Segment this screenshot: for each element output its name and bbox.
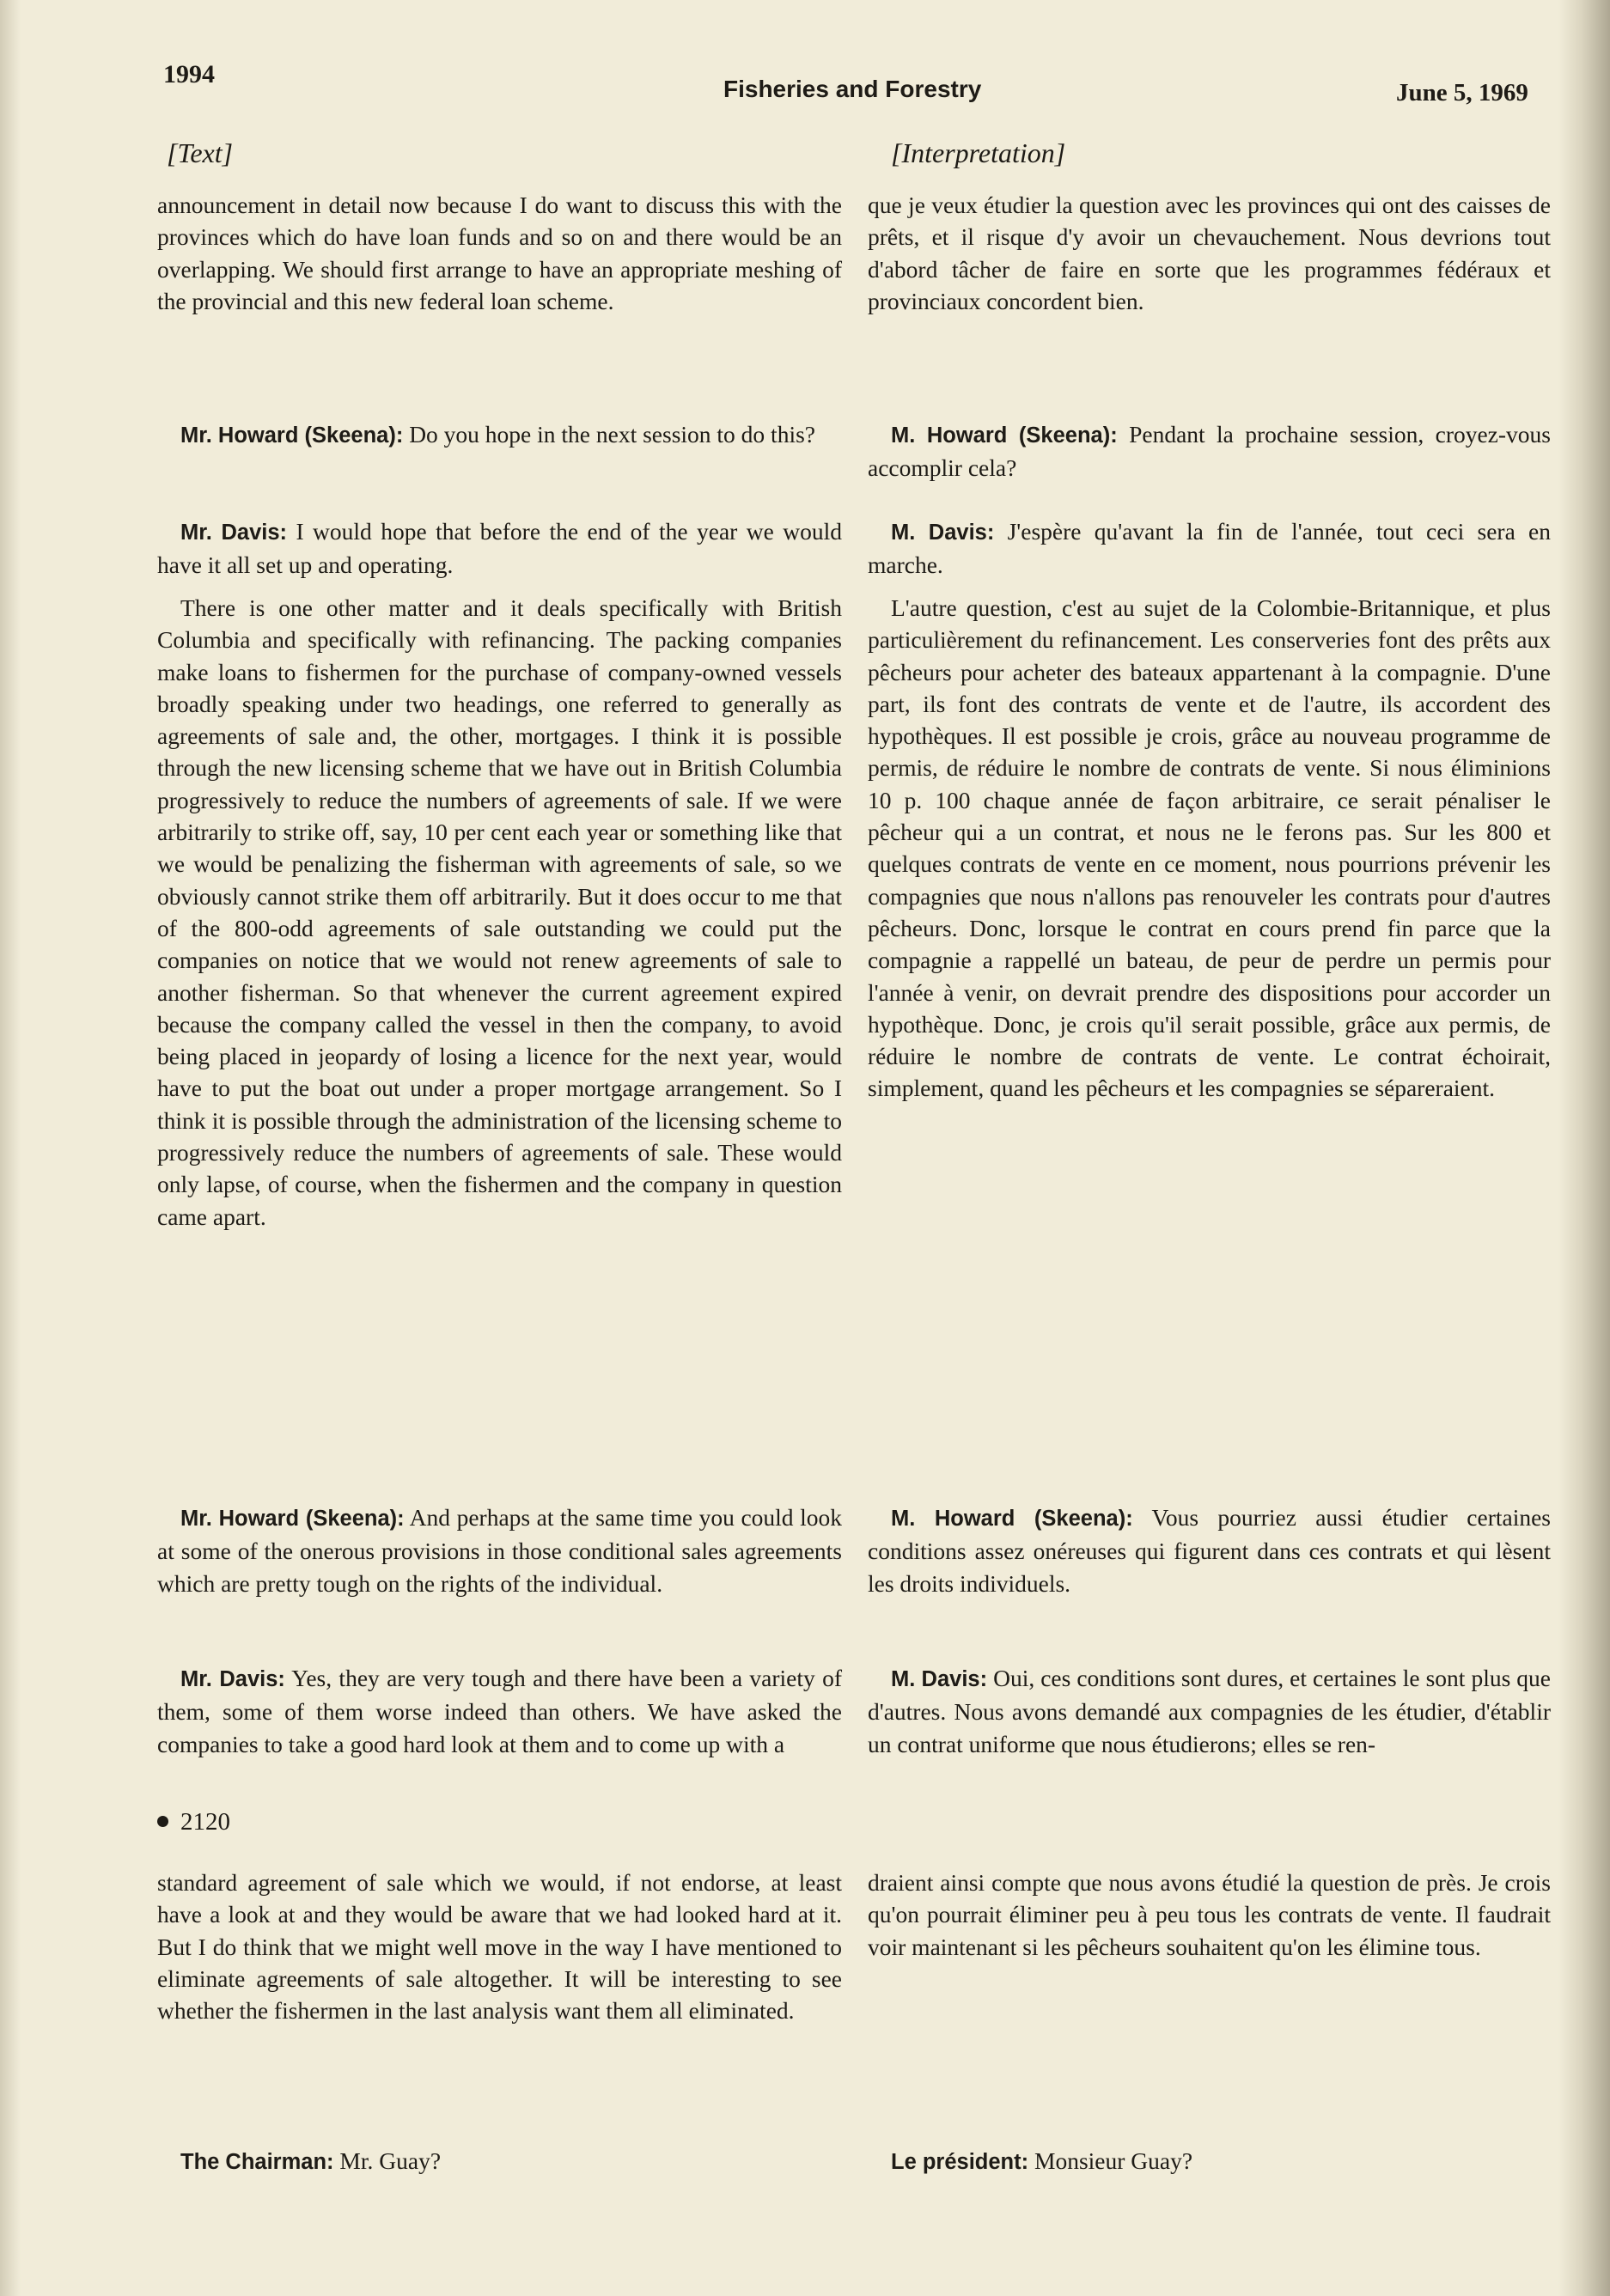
right-para-4-text: L'autre question, c'est au sujet de la Colombie-Britannique, et plus particulièrement du refinancement. Les conserveries font des prêts aux pêcheurs pour acheter des bateaux appartenant à la compagnie. D'une part, ils font des contrats de vente et de l'autre, ils accordent des hypothèques. Il est possible je crois, grâce au nouveau programme de permis, de réduire le nombre de contrats de vente. Si nous éliminions 10 p. 100 chaque année de façon arbitraire, ce serait pénaliser le pêcheur qui a un contrat, et nous ne le ferons pas. Sur les 800 et quelques contrats de vente en ce moment, nous pourrions prévenir les compagnies que nous n'allons pas renouveler les contrats pour d'autres pêcheurs. Donc, lorsque le contrat en cours prend fin parce que la compagnie a rappellé un bateau, de peur de perdre un permis pour l'année à venir, on devrait prendre des dispositions pour accorder un hypothèque. Donc, je crois qu'il serait possible, grâce aux permis, de réduire le nombre de contrats de vente. Le contrat échoirait, simplement, quand les pêcheurs et les compagnies se sépareraient. (868, 594, 1551, 1102)
left-para-4 (157, 592, 842, 1233)
left-column-heading: [Text] (167, 137, 234, 168)
right-para-7-text: draient ainsi compte que nous avons étudié la question de près. Je crois qu'on pourrait éliminer peu à peu tous les contrats de vente. Il faudrait voir maintenant si les pêcheurs souhaitent qu'on les élimine tous. (868, 1869, 1551, 1960)
speaker-label: M. Davis: (891, 521, 995, 545)
speaker-label: Mr. Davis: (180, 521, 288, 545)
speech-text: Monsieur Guay? (1028, 2147, 1193, 2174)
left-para-1-text: announcement in detail now because I do want to discuss this with the provinces which do have loan funds and so on and there would be an overlapping. We should first arrange to have an appropriate meshing of the provincial and this new federal loan scheme. (157, 192, 842, 314)
left-para-8 (157, 2145, 842, 2178)
speech-text: Vous pourriez aussi étudier certaines conditions assez onéreuses qui figurent dans ces contrats et qui lèsent les droits individuels. (868, 1504, 1551, 1597)
speaker-label: Le président: (891, 2150, 1029, 2174)
right-para-7 (868, 1867, 1551, 1963)
left-para-2 (157, 418, 842, 452)
right-column-heading: [Interpretation] (891, 137, 1066, 168)
speech-text: I would hope that before the end of the year we would have it all set up and operating. (157, 518, 842, 579)
speech-text: Oui, ces conditions sont dures, et certaines le sont plus que d'autres. Nous avons demandé aux compagnies de les étudier, d'établir un contrat uniforme que nous étudierons; elles se ren- (868, 1665, 1551, 1757)
right-para-5 (868, 1501, 1551, 1599)
left-para-7 (157, 1867, 842, 2026)
right-para-2 (868, 418, 1551, 484)
speaker-label: M. Howard (Skeena): (891, 1507, 1133, 1531)
right-para-4 (868, 592, 1551, 1105)
speaker-label: Mr. Howard (Skeena): (180, 423, 404, 448)
right-para-6 (868, 1662, 1551, 1760)
left-para-5 (157, 1501, 842, 1599)
left-para-1 (157, 189, 842, 317)
right-para-1-text: que je veux étudier la question avec les provinces qui ont des caisses de prêts, et il risque d'y avoir un chevauchement. Nous devrions tout d'abord tâcher de faire en sorte que les programmes fédéraux et provinciaux concordent bien. (868, 192, 1551, 314)
speech-text: Mr. Guay? (333, 2147, 442, 2174)
binding-shadow (0, 0, 21, 2296)
speech-text: J'espère qu'avant la fin de l'année, tout ceci sera en marche. (868, 518, 1551, 579)
page-marker-number: 2120 (180, 1808, 230, 1836)
page-number: 1994 (163, 60, 215, 88)
page-date: June 5, 1969 (1396, 79, 1528, 107)
right-para-8 (868, 2145, 1551, 2178)
speech-text: Do you hope in the next session to do this? (403, 421, 815, 448)
speaker-label: The Chairman: (180, 2150, 334, 2174)
speaker-label: Mr. Howard (Skeena): (180, 1507, 405, 1531)
page-marker (157, 1808, 230, 1836)
right-para-1 (868, 189, 1551, 317)
running-title: Fisheries and Forestry (723, 76, 982, 102)
left-para-3 (157, 515, 842, 582)
left-para-6 (157, 1662, 842, 1760)
speech-text: Pendant la prochaine session, croyez-vous accomplir cela? (868, 421, 1552, 482)
left-para-4-text: There is one other matter and it deals specifically with British Columbia and specifically with refinancing. The packing companies make loans to fishermen for the purchase of company-owned vessels broadly speaking under two headings, one referred to generally as agreements of sale and, the other, mortgages. I think it is possible through the new licensing scheme that we have out in British Columbia progressively to reduce the numbers of agreements of sale. If we were arbitrarily to strike off, say, 10 per cent each year or something like that we would be penalizing the fisherman with agreements of sale, so we obviously cannot strike them off arbitrarily. But it does occur to me that of the 800-odd agreements of sale outstanding we could put the companies on notice that we would not renew agreements of sale to another fisherman. So that whenever the current agreement expired because the company called the vessel in then the company, to avoid being placed in jeopardy of losing a licence for the next year, would have to put the boat out under a proper mortgage arrangement. So I think it is possible through the administration of the licensing scheme to progressively reduce the numbers of agreements of sale. These would only lapse, of course, when the fishermen and the company in question came apart. (157, 594, 842, 1230)
right-para-3 (868, 515, 1551, 582)
left-para-7-text: standard agreement of sale which we would, if not endorse, at least have a look at and they would be aware that we had looked hard at it. But I do think that we might well move in the way I have mentioned to eliminate agreements of sale altogether. It will be interesting to see whether the fishermen in the last analysis want them all eliminated. (157, 1869, 842, 2025)
speech-text: And perhaps at the same time you could look at some of the onerous provisions in those conditional sales agreements which are pretty tough on the rights of the individual. (157, 1504, 842, 1597)
speech-text: Yes, they are very tough and there have been a variety of them, some of them worse indeed than others. We have asked the companies to take a good hard look at them and to come up with a (157, 1665, 842, 1757)
speaker-label: Mr. Davis: (180, 1667, 285, 1691)
speaker-label: M. Davis: (891, 1667, 988, 1691)
speaker-label: M. Howard (Skeena): (891, 423, 1118, 448)
page-edge-shadow (1558, 0, 1610, 2296)
bullet-icon (157, 1816, 168, 1827)
